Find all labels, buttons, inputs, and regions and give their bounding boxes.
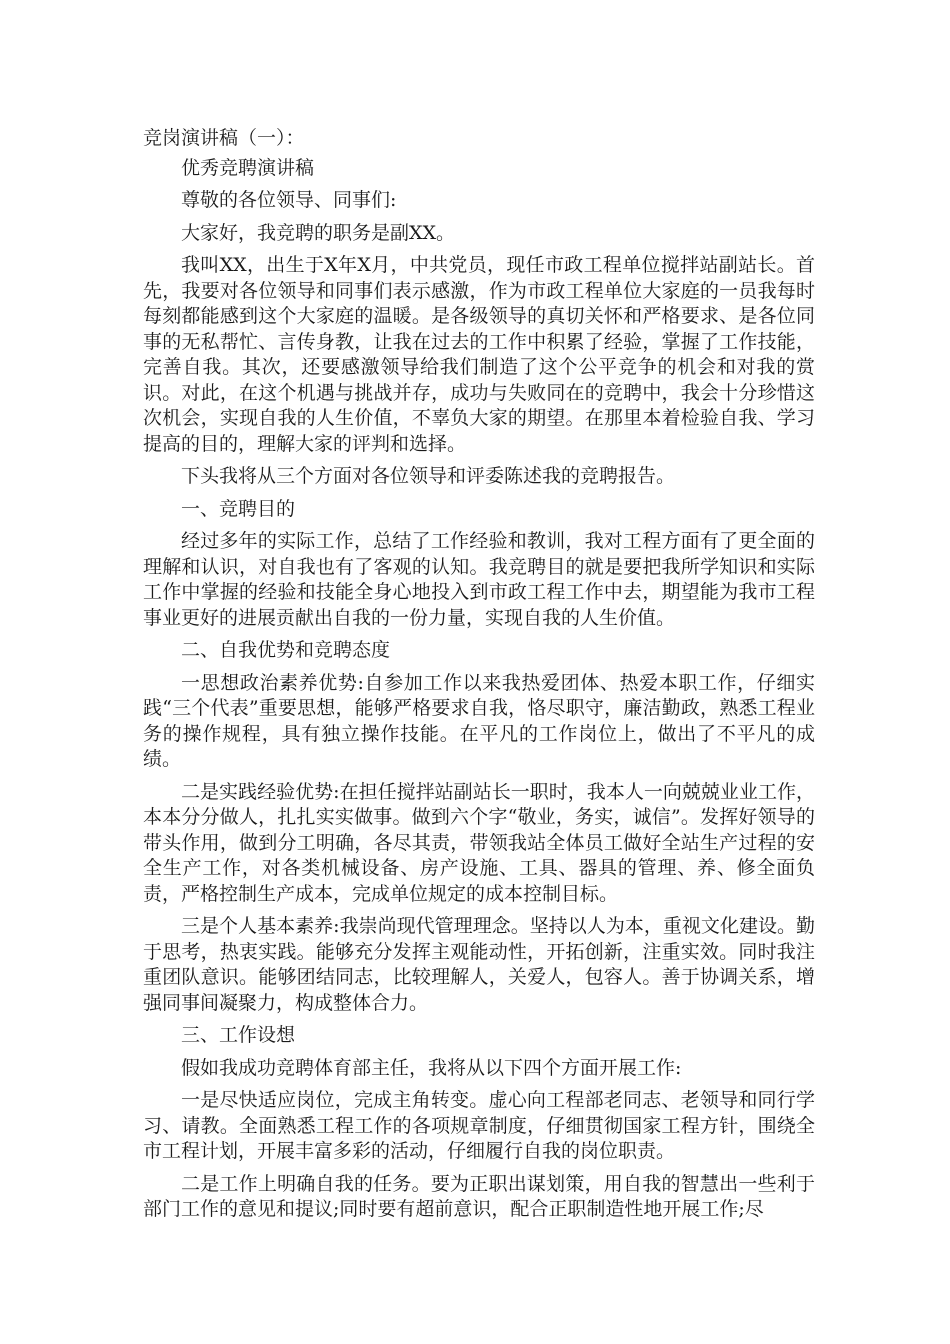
paragraph-plan-two: 二是工作上明确自我的任务。要为正职出谋划策，用自我的智慧出一些利于部门工作的意见和提议;同时要有超前意识，配合正职制造性地开展工作;尽 xyxy=(143,1172,815,1220)
paragraph-work-plan-intro: 假如我成功竞聘体育部主任，我将从以下四个方面开展工作: xyxy=(181,1056,682,1079)
paragraph-plan-one: 一是尽快适应岗位，完成主角转变。虚心向工程部老同志、老领导和同行学习、请教。全面熟悉工程工作的各项规章制度，仔细贯彻国家工程方针，围绕全市工程计划，开展丰富多彩的活动，仔细履行自我的岗位职责。 xyxy=(143,1089,815,1162)
paragraph-outline: 下头我将从三个方面对各位领导和评委陈述我的竞聘报告。 xyxy=(181,465,676,487)
section-heading-work-plan: 三、工作设想 xyxy=(181,1024,296,1046)
paragraph-purpose: 经过多年的实际工作，总结了工作经验和教训，我对工程方面有了更全面的理解和认识，对自我也有了客观的认知。我竞聘目的就是要把我所学知识和实际工作中掌握的经验和技能全身心地投入到市政工程工作中去，期望能为我市工程事业更好的进展贡献出自我的一份力量，实现自我的人生价值。 xyxy=(143,530,815,629)
document-body xyxy=(143,126,815,1230)
paragraph-greeting: 大家好，我竞聘的职务是副XX。 xyxy=(181,221,456,244)
paragraph-subtitle: 优秀竞聘演讲稿 xyxy=(181,156,315,179)
paragraph-political-advantage: 一思想政治素养优势:自参加工作以来我热爱团体、热爱本职工作，仔细实践“三个代表”重要思想，能够严格要求自我，恪尽职守，廉洁勤政，熟悉工程业务的操作规程，具有独立操作技能。在平凡的工作岗位上，做出了不平凡的成绩。 xyxy=(143,671,815,770)
section-heading-advantages: 二、自我优势和竞聘态度 xyxy=(181,639,391,661)
paragraph-introduction: 我叫XX，出生于X年X月，中共党员，现任市政工程单位搅拌站副站长。首先，我要对各位领导和同事们表示感激，作为市政工程单位大家庭的一员我每时每刻都能感到这个大家庭的温暖。是各级领导的真切关怀和严格要求、是各位同事的无私帮忙、言传身教，让我在过去的工作中积累了经验，掌握了工作技能，完善自我。其次，还要感激领导给我们制造了这个公平竞争的机会和对我的赏识。对此，在这个机遇与挑战并存，成功与失败同在的竞聘中，我会十分珍惜这次机会，实现自我的人生价值，不辜负大家的期望。在那里本着检验自我、学习提高的目的，理解大家的评判和选择。 xyxy=(143,254,815,455)
paragraph-personal-quality: 三是个人基本素养:我崇尚现代管理理念。坚持以人为本，重视文化建设。勤于思考，热衷实践。能够充分发挥主观能动性，开拓创新，注重实效。同时我注重团队意识。能够团结同志，比较理解人，关爱人，包容人。善于协调关系，增强同事间凝聚力，构成整体合力。 xyxy=(143,915,815,1014)
document-heading: 竞岗演讲稿（一）： xyxy=(143,127,305,149)
paragraph-practice-advantage: 二是实践经验优势:在担任搅拌站副站长一职时，我本人一向兢兢业业工作，本本分分做人，扎扎实实做事。做到六个字“敬业，务实，诚信”。发挥好领导的带头作用，做到分工明确，各尽其责，带领我站全体员工做好全站生产过程的安全生产工作，对各类机械设备、房产设施、工具、器具的管理、养、修全面负责，严格控制生产成本，完成单位规定的成本控制目标。 xyxy=(143,780,815,905)
section-heading-purpose: 一、竞聘目的 xyxy=(181,497,296,520)
paragraph-salutation: 尊敬的各位领导、同事们: xyxy=(181,189,397,211)
